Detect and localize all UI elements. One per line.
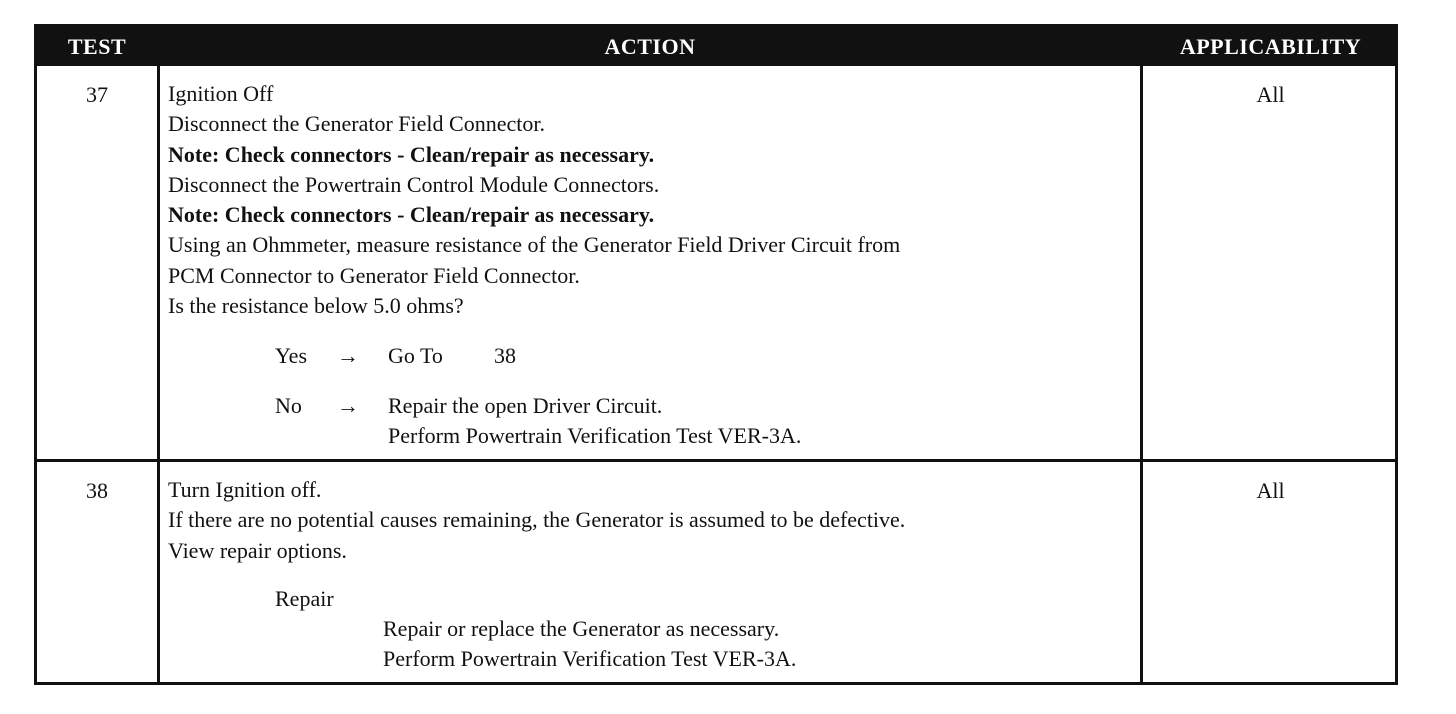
right-arrow-icon: → [337, 393, 359, 419]
action-line: PCM Connector to Generator Field Connector. [168, 262, 580, 288]
action-cell [157, 462, 1143, 682]
action-line: View repair options. [168, 537, 347, 563]
table-row [37, 66, 1395, 462]
test-number: 38 [86, 478, 108, 503]
action-cell [157, 66, 1143, 459]
repair-step: Repair or replace the Generator as necessary. [383, 615, 780, 641]
action-question: Is the resistance below 5.0 ohms? [168, 293, 464, 319]
action-line: Disconnect the Generator Field Connector. [168, 111, 545, 137]
goto-test-link[interactable]: 38 [494, 343, 516, 369]
table-row [37, 462, 1395, 682]
header-action: ACTION [604, 34, 696, 59]
yes-branch [168, 341, 1140, 371]
no-result: Repair the open Driver Circuit. [388, 393, 663, 419]
no-label: No [275, 393, 302, 419]
applicability-value: All [1256, 82, 1285, 107]
action-line: Using an Ohmmeter, measure resistance of the Generator Field Driver Circuit from [168, 232, 901, 258]
action-note: Note: Check connectors - Clean/repair as necessary. [168, 202, 655, 228]
no-branch [168, 391, 1140, 421]
repair-step: Perform Powertrain Verification Test VER-3A. [383, 645, 797, 671]
repair-label: Repair [275, 585, 334, 611]
yes-label: Yes [275, 343, 308, 369]
diagnostic-table [34, 24, 1398, 685]
table-header [37, 27, 1395, 66]
action-note: Note: Check connectors - Clean/repair as necessary. [168, 141, 655, 167]
test-number: 37 [86, 82, 108, 107]
header-test: TEST [67, 34, 127, 59]
action-line: Turn Ignition off. [168, 477, 322, 502]
right-arrow-icon: → [337, 343, 359, 369]
yes-result: Go To [388, 343, 443, 369]
applicability-value: All [1256, 478, 1285, 503]
no-result-line: Perform Powertrain Verification Test VER-3A. [388, 423, 802, 449]
action-line: Ignition Off [168, 81, 274, 106]
action-line: Disconnect the Powertrain Control Module Connectors. [168, 171, 660, 197]
action-line: If there are no potential causes remaining, the Generator is assumed to be defective. [168, 507, 906, 533]
header-applicability: APPLICABILITY [1179, 34, 1362, 59]
